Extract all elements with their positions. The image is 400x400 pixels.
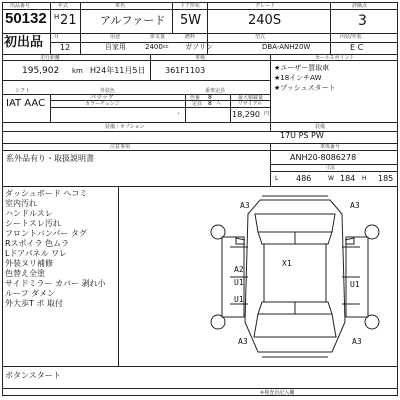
label-equip-right: 装備 bbox=[315, 124, 326, 130]
first-listing-badge: 初出品 bbox=[4, 35, 44, 50]
mileage-value: 195,902 bbox=[22, 66, 60, 76]
tick-mark: ' bbox=[178, 112, 180, 119]
year-prefix: H bbox=[54, 13, 60, 21]
month-value: 12 bbox=[60, 43, 71, 52]
list-item: ダッシュボード ヘコミ bbox=[5, 189, 88, 198]
dim-h-label: H bbox=[362, 175, 367, 182]
label-grade: グレード bbox=[255, 3, 276, 9]
capacity-value: 8 bbox=[208, 100, 212, 107]
list-item: フロントバンパー タグ bbox=[5, 229, 87, 238]
footer-text: ※検査員記入欄 bbox=[260, 390, 295, 396]
damage-mark-front-right: A3 bbox=[350, 201, 360, 210]
col-line bbox=[50, 2, 51, 54]
capacity-unit: 人 bbox=[216, 100, 222, 106]
score-value: 3 bbox=[358, 13, 367, 29]
damage-mark-left-rear: A3 bbox=[238, 337, 248, 346]
chassis-number: ANH20-8086278 bbox=[290, 153, 357, 162]
label-ie: 内装/外装 bbox=[340, 34, 362, 40]
color-code: 8 bbox=[208, 94, 212, 101]
sales-point-3: ★プッシュスタート bbox=[274, 84, 336, 92]
doors-value: 5W bbox=[180, 13, 202, 28]
dim-w-label: W bbox=[328, 175, 334, 182]
label-capacity: 乗車定員 bbox=[205, 88, 226, 94]
label-month: 月 bbox=[54, 34, 60, 40]
sales-point-2: ★18インチAW bbox=[274, 74, 322, 82]
usage-value: 自家用 bbox=[105, 43, 126, 51]
recycle-value: 18,290 bbox=[232, 110, 260, 119]
label-lot: 出品番号 bbox=[10, 3, 31, 9]
col-line bbox=[270, 54, 271, 131]
notes-main: 系外品有り・取扱説明書 bbox=[6, 154, 94, 163]
col-line bbox=[50, 94, 51, 122]
label-shift: シフト bbox=[15, 88, 31, 94]
model-code: DBA-ANH20W bbox=[262, 43, 311, 51]
row-line bbox=[2, 9, 398, 10]
recycle-unit: 円 bbox=[264, 111, 270, 117]
row-line bbox=[2, 122, 398, 123]
label-cc: 排気量 bbox=[150, 34, 166, 40]
lot-number: 50132 bbox=[5, 10, 47, 27]
col-line bbox=[230, 94, 231, 122]
label-equip-left: 装備・オプション bbox=[105, 124, 145, 130]
fuel-value: ガソリン bbox=[185, 43, 213, 51]
inspection-date: H24年11月5日 bbox=[90, 66, 146, 75]
equipment-value: 17U PS PW bbox=[280, 131, 324, 140]
label-inspection: 車検 bbox=[195, 55, 206, 61]
year-value: 21 bbox=[60, 13, 77, 28]
list-item: サイドミラー カバー 剥れ小 bbox=[5, 279, 106, 288]
displacement-value: 2400 bbox=[145, 43, 163, 51]
col-line bbox=[80, 2, 81, 54]
bottom-note: ボタンスタート bbox=[5, 371, 61, 380]
sales-point-1: ★ユーザー買取車 bbox=[274, 64, 330, 72]
cc-unit: cc bbox=[163, 44, 169, 50]
damage-mark-rear-right: A3 bbox=[352, 337, 362, 346]
transmission-value: IAT AAC bbox=[6, 98, 46, 109]
dim-l-label: L bbox=[275, 175, 279, 182]
col-line bbox=[118, 186, 119, 366]
label-doors: ドア形状 bbox=[180, 3, 200, 9]
label-recycle: リサイクル bbox=[238, 101, 263, 107]
ie-grade: E C bbox=[350, 43, 364, 52]
damage-mark-left-mid3: U1 bbox=[234, 295, 244, 304]
label-model: 型式 bbox=[255, 34, 266, 40]
damage-mark-left-mid1: A2 bbox=[234, 265, 244, 274]
row-line bbox=[270, 171, 398, 172]
row-line bbox=[2, 131, 398, 132]
list-item: ルーフ ダメン bbox=[5, 289, 56, 298]
label-carname: 車名 bbox=[115, 3, 126, 9]
list-item: 色替え全塗 bbox=[5, 269, 45, 278]
inspection-no: 361F1103 bbox=[165, 66, 206, 75]
inspector-notes-list bbox=[5, 190, 117, 310]
row-line bbox=[50, 100, 270, 101]
row-line bbox=[50, 107, 270, 108]
list-item: Rスポイラ 色ムラ bbox=[5, 239, 70, 248]
label-chassis: 車体番号 bbox=[320, 144, 341, 150]
damage-mark-right-mid: U1 bbox=[350, 280, 360, 289]
mileage-unit: km bbox=[72, 67, 83, 75]
row-line bbox=[50, 42, 398, 43]
label-notes: 注意事項 bbox=[110, 144, 131, 150]
label-ext-color: 外装色 bbox=[100, 88, 116, 94]
row-line bbox=[2, 33, 398, 34]
color-value: パラック bbox=[90, 94, 114, 101]
list-item: ハンドルスレ bbox=[5, 209, 53, 218]
list-item: 外大歩T ボ 取付 bbox=[5, 299, 63, 308]
row-line bbox=[2, 80, 270, 81]
damage-mark-roof: X1 bbox=[282, 259, 292, 268]
row-line bbox=[2, 186, 398, 187]
row-line bbox=[2, 150, 398, 151]
label-mileage: 走行距離 bbox=[40, 55, 61, 61]
label-dimensions: 寸法 bbox=[325, 165, 336, 171]
grade-value: 240S bbox=[248, 13, 282, 28]
label-fuel: 燃料 bbox=[185, 34, 196, 40]
dim-w-value: 184 bbox=[340, 174, 356, 183]
label-salespoint: セールスポイント bbox=[315, 55, 355, 61]
list-item: 外装ヌリ補修 bbox=[5, 259, 53, 268]
label-color-no: 色番 bbox=[190, 95, 201, 101]
row-line bbox=[2, 366, 398, 367]
col-line bbox=[172, 2, 173, 33]
dim-l-value: 486 bbox=[296, 174, 312, 183]
label-colorchange: カラーチェンジ bbox=[85, 101, 120, 107]
label-score: 評価点 bbox=[352, 3, 368, 9]
dim-h-value: 185 bbox=[378, 174, 394, 183]
damage-mark-front-left: A3 bbox=[240, 201, 250, 210]
row-line bbox=[2, 388, 398, 389]
label-people: 定員 bbox=[192, 101, 203, 107]
col-line bbox=[330, 2, 331, 54]
car-diagram bbox=[200, 192, 390, 364]
list-item: Lドアパネル ワレ bbox=[5, 249, 68, 258]
label-usage: 用途 bbox=[110, 34, 121, 40]
label-capacity2: 最大積載量 bbox=[238, 95, 264, 101]
damage-mark-left-mid2: U1 bbox=[234, 278, 244, 287]
car-name: アルファード bbox=[100, 14, 166, 27]
col-line bbox=[185, 94, 186, 122]
list-item: 室内汚れ bbox=[5, 199, 37, 208]
label-year: 年式 bbox=[58, 3, 69, 9]
col-line bbox=[150, 54, 151, 80]
list-item: シートスレ汚れ bbox=[5, 219, 61, 228]
